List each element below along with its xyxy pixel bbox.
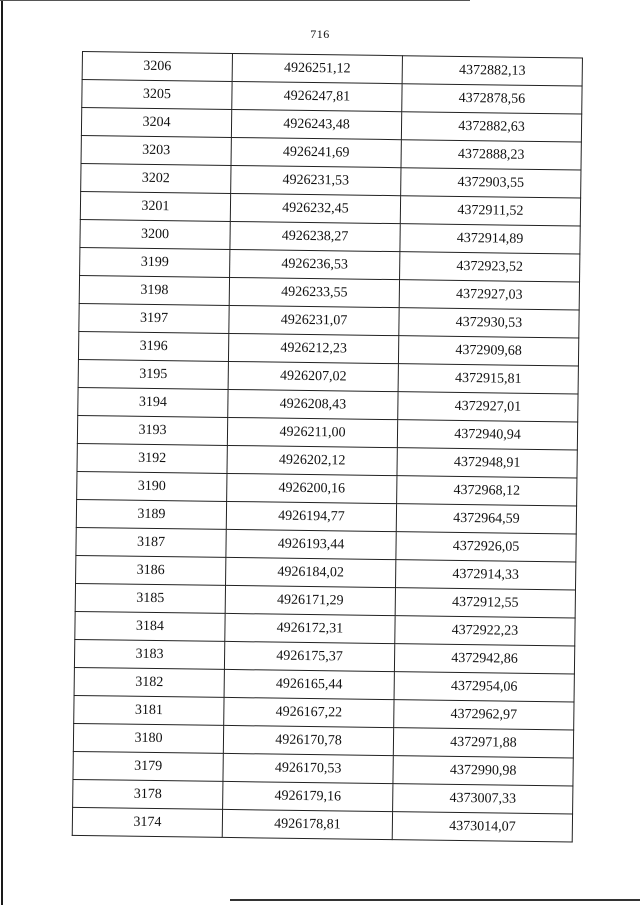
- y-coordinate-cell: 4373014,07: [392, 812, 572, 842]
- point-number-cell: 3197: [79, 303, 229, 333]
- x-coordinate-cell: 4926193,44: [226, 529, 396, 559]
- y-coordinate-cell: 4372903,55: [401, 168, 581, 198]
- point-number-cell: 3181: [74, 695, 224, 725]
- x-coordinate-cell: 4926232,45: [230, 193, 400, 223]
- x-coordinate-cell: 4926194,77: [226, 501, 396, 531]
- y-coordinate-cell: 4372964,59: [396, 504, 576, 534]
- point-number-cell: 3199: [80, 247, 230, 277]
- x-coordinate-cell: 4926251,12: [232, 53, 402, 83]
- coordinates-table-body: [72, 52, 582, 842]
- x-coordinate-cell: 4926170,53: [223, 753, 393, 783]
- point-number-cell: 3174: [72, 807, 222, 837]
- point-number-cell: 3187: [76, 527, 226, 557]
- y-coordinate-cell: 4372914,33: [396, 560, 576, 590]
- y-coordinate-cell: 4372914,89: [400, 224, 580, 254]
- x-coordinate-cell: 4926233,55: [229, 277, 399, 307]
- y-coordinate-cell: 4372911,52: [400, 196, 580, 226]
- y-coordinate-cell: 4372909,68: [398, 336, 578, 366]
- y-coordinate-cell: 4372882,63: [401, 112, 581, 142]
- point-number-cell: 3182: [74, 667, 224, 697]
- x-coordinate-cell: 4926238,27: [230, 221, 400, 251]
- x-coordinate-cell: 4926207,02: [228, 361, 398, 391]
- y-coordinate-cell: 4372923,52: [400, 252, 580, 282]
- y-coordinate-cell: 4372971,88: [393, 728, 573, 758]
- point-number-cell: 3185: [75, 583, 225, 613]
- point-number-cell: 3204: [81, 108, 231, 138]
- point-number-cell: 3178: [73, 779, 223, 809]
- x-coordinate-cell: 4926236,53: [230, 249, 400, 279]
- point-number-cell: 3202: [81, 163, 231, 193]
- y-coordinate-cell: 4372968,12: [397, 476, 577, 506]
- table-row: [72, 807, 572, 842]
- scan-edge-top: [0, 0, 470, 1]
- point-number-cell: 3184: [75, 611, 225, 641]
- x-coordinate-cell: 4926231,07: [229, 305, 399, 335]
- point-number-cell: 3203: [81, 135, 231, 165]
- point-number-cell: 3206: [82, 52, 232, 82]
- x-coordinate-cell: 4926179,16: [223, 781, 393, 811]
- point-number-cell: 3201: [80, 191, 230, 221]
- x-coordinate-cell: 4926167,22: [224, 697, 394, 727]
- point-number-cell: 3200: [80, 219, 230, 249]
- x-coordinate-cell: 4926170,78: [223, 725, 393, 755]
- y-coordinate-cell: 4372948,91: [397, 448, 577, 478]
- point-number-cell: 3186: [76, 555, 226, 585]
- scan-edge-left: [1, 0, 3, 905]
- x-coordinate-cell: 4926208,43: [228, 389, 398, 419]
- x-coordinate-cell: 4926165,44: [224, 669, 394, 699]
- x-coordinate-cell: 4926211,00: [227, 417, 397, 447]
- y-coordinate-cell: 4372942,86: [394, 644, 574, 674]
- y-coordinate-cell: 4372954,06: [394, 672, 574, 702]
- point-number-cell: 3192: [77, 443, 227, 473]
- y-coordinate-cell: 4372990,98: [393, 756, 573, 786]
- point-number-cell: 3195: [78, 359, 228, 389]
- x-coordinate-cell: 4926231,53: [231, 165, 401, 195]
- point-number-cell: 3205: [82, 80, 232, 110]
- y-coordinate-cell: 4372962,97: [394, 700, 574, 730]
- point-number-cell: 3190: [77, 471, 227, 501]
- y-coordinate-cell: 4372878,56: [402, 84, 582, 114]
- point-number-cell: 3194: [78, 387, 228, 417]
- x-coordinate-cell: 4926184,02: [226, 557, 396, 587]
- point-number-cell: 3193: [77, 415, 227, 445]
- y-coordinate-cell: 4372927,03: [399, 280, 579, 310]
- coordinates-table: [72, 51, 583, 842]
- y-coordinate-cell: 4372915,81: [398, 364, 578, 394]
- x-coordinate-cell: 4926247,81: [232, 81, 402, 111]
- scan-edge-bottom: [230, 899, 640, 901]
- y-coordinate-cell: 4372922,23: [395, 616, 575, 646]
- y-coordinate-cell: 4372882,13: [402, 56, 582, 86]
- x-coordinate-cell: 4926171,29: [225, 585, 395, 615]
- point-number-cell: 3189: [76, 499, 226, 529]
- coordinates-table-container: [72, 51, 582, 842]
- page-number: 716: [310, 27, 330, 41]
- point-number-cell: 3179: [73, 751, 223, 781]
- y-coordinate-cell: 4372940,94: [397, 420, 577, 450]
- x-coordinate-cell: 4926172,31: [225, 613, 395, 643]
- x-coordinate-cell: 4926202,12: [227, 445, 397, 475]
- y-coordinate-cell: 4372912,55: [395, 588, 575, 618]
- point-number-cell: 3198: [79, 275, 229, 305]
- x-coordinate-cell: 4926178,81: [222, 809, 392, 839]
- point-number-cell: 3183: [74, 639, 224, 669]
- x-coordinate-cell: 4926243,48: [231, 109, 401, 139]
- y-coordinate-cell: 4372927,01: [398, 392, 578, 422]
- y-coordinate-cell: 4372930,53: [399, 308, 579, 338]
- x-coordinate-cell: 4926200,16: [227, 473, 397, 503]
- x-coordinate-cell: 4926175,37: [224, 641, 394, 671]
- x-coordinate-cell: 4926241,69: [231, 137, 401, 167]
- point-number-cell: 3180: [73, 723, 223, 753]
- y-coordinate-cell: 4372926,05: [396, 532, 576, 562]
- point-number-cell: 3196: [78, 331, 228, 361]
- x-coordinate-cell: 4926212,23: [228, 333, 398, 363]
- y-coordinate-cell: 4373007,33: [393, 784, 573, 814]
- y-coordinate-cell: 4372888,23: [401, 140, 581, 170]
